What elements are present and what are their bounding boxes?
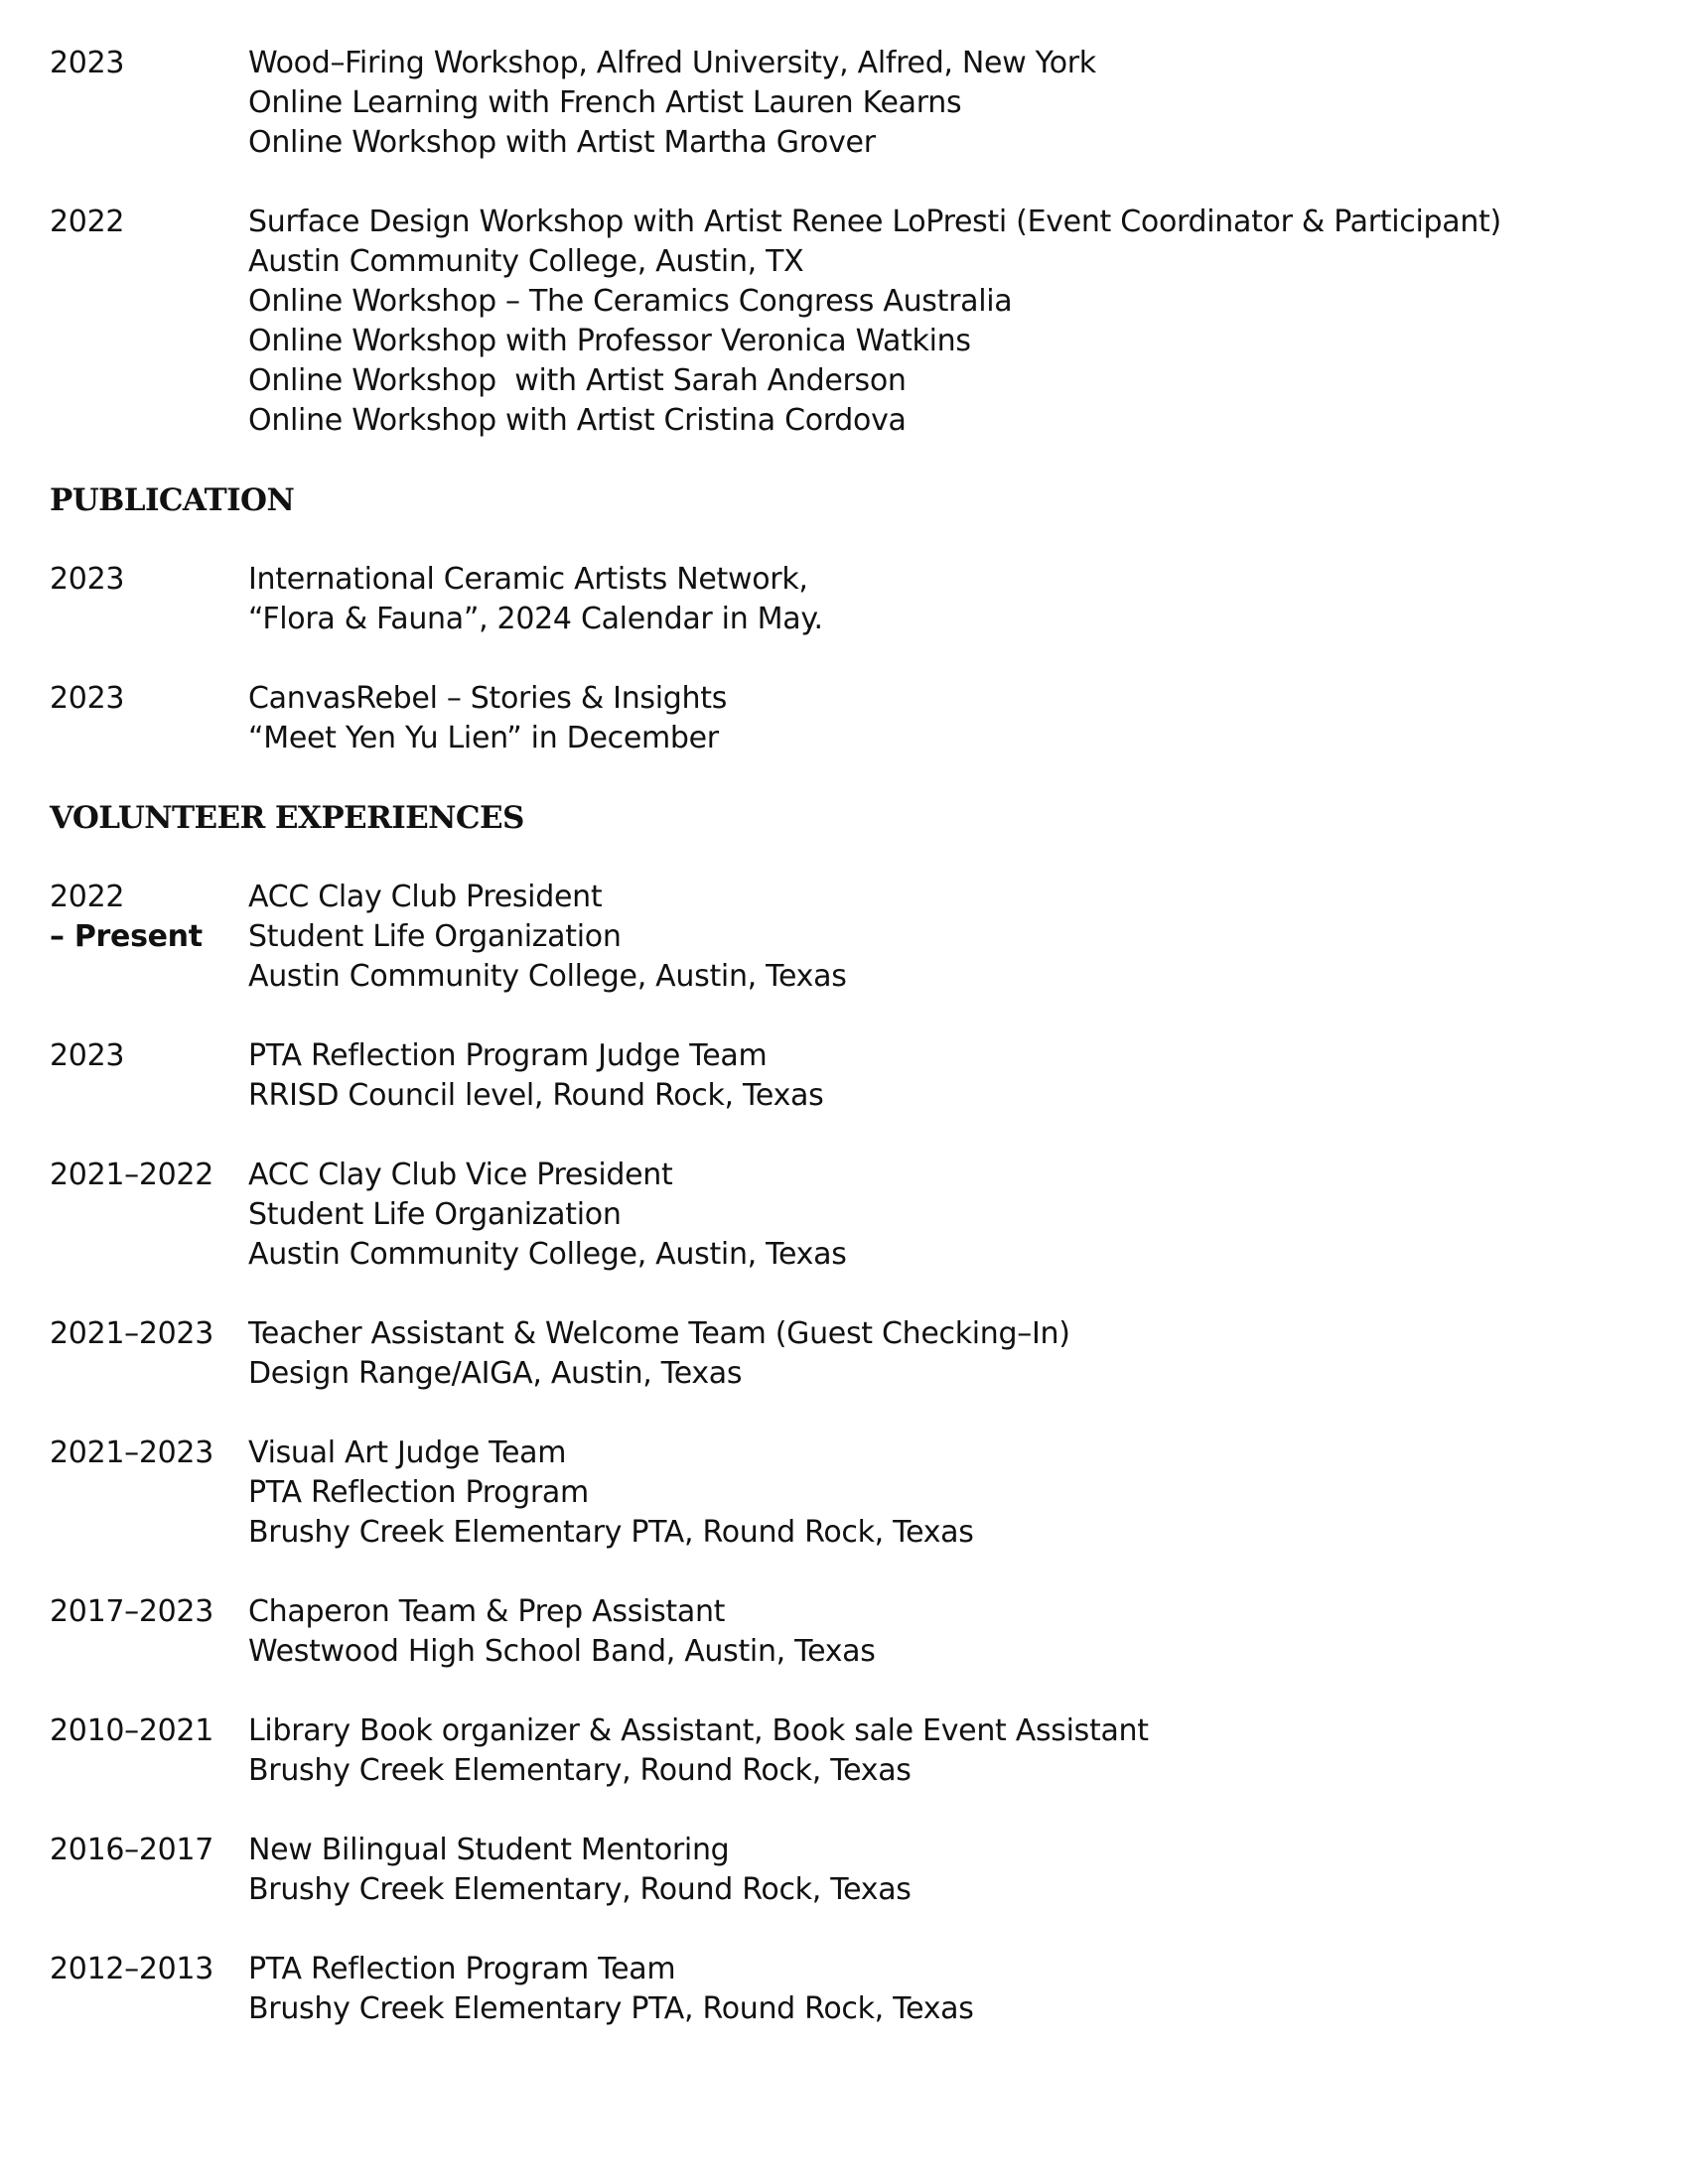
entry-line: Wood–Firing Workshop, Alfred University, Alfred, New York [248,46,1096,80]
section-heading: PUBLICATION [50,482,295,518]
publication-section [50,480,1638,758]
entry-year: 2021–2023 [50,1435,213,1470]
entry-details [248,1156,1638,1275]
workshops-section [50,44,1638,441]
entry-line: Online Workshop with Artist Martha Grover [248,125,876,160]
entry-details [248,1950,1638,2029]
entry-line: Online Workshop with Artist Sarah Anderson [248,363,907,398]
entry-year: 2023 [50,681,125,716]
entry-year: 2016–2017 [50,1833,213,1867]
entry-details [248,1592,1638,1672]
entry-year-present: – Present [50,919,203,954]
volunteer-entry [50,1592,1638,1672]
entry-line: New Bilingual Student Mentoring [248,1833,730,1867]
entry-line: Westwood High School Band, Austin, Texas [248,1634,876,1669]
workshop-entry [50,203,1638,441]
entry-line: Brushy Creek Elementary, Round Rock, Texas [248,1872,912,1907]
entry-details [248,1711,1638,1791]
entry-year: 2021–2023 [50,1316,213,1351]
publication-entry [50,560,1638,639]
entry-details [248,203,1638,441]
publication-entry [50,679,1638,758]
entry-year: 2023 [50,46,125,80]
entry-details [248,44,1638,163]
entry-line: “Flora & Fauna”, 2024 Calendar in May. [248,602,823,636]
entry-details [248,1036,1638,1116]
entry-line: ACC Clay Club Vice President [248,1158,673,1192]
entry-year: 2022 [50,205,125,239]
section-heading: VOLUNTEER EXPERIENCES [50,800,524,836]
entry-line: RRISD Council level, Round Rock, Texas [248,1078,824,1113]
volunteer-entry [50,1831,1638,1910]
entry-line: CanvasRebel – Stories & Insights [248,681,728,716]
entry-line: Online Workshop with Artist Cristina Cordova [248,403,907,438]
entry-line: Austin Community College, Austin, TX [248,244,804,279]
entry-year [50,878,248,997]
entry-line: Online Workshop – The Ceramics Congress Australia [248,284,1013,319]
volunteer-entry [50,1156,1638,1275]
workshop-entry [50,44,1638,163]
volunteer-section [50,798,1638,2029]
entry-line: “Meet Yen Yu Lien” in December [248,721,719,755]
entry-details [248,1314,1638,1394]
entry-details [248,560,1638,639]
volunteer-entry [50,1036,1638,1116]
entry-line: Surface Design Workshop with Artist Renee LoPresti (Event Coordinator & Participant) [248,205,1501,239]
volunteer-entry [50,1950,1638,2029]
entry-line: Student Life Organization [248,1197,622,1232]
entry-line: Austin Community College, Austin, Texas [248,959,847,994]
entry-line: Student Life Organization [248,919,622,954]
entry-line: Chaperon Team & Prep Assistant [248,1594,726,1629]
entry-line: Teacher Assistant & Welcome Team (Guest Checking–In) [248,1316,1070,1351]
entry-year: 2010–2021 [50,1713,213,1748]
entry-line: Brushy Creek Elementary, Round Rock, Texas [248,1753,912,1788]
entry-year: 2012–2013 [50,1952,213,1986]
entry-line: Online Workshop with Professor Veronica Watkins [248,324,971,358]
volunteer-entry [50,878,1638,997]
volunteer-entry [50,1711,1638,1791]
entry-year: 2021–2022 [50,1158,213,1192]
entry-line: Brushy Creek Elementary PTA, Round Rock, Texas [248,1991,974,2026]
entry-line: Visual Art Judge Team [248,1435,567,1470]
entry-year: 2023 [50,1038,125,1073]
entry-year: 2023 [50,562,125,597]
entry-line: International Ceramic Artists Network, [248,562,808,597]
entry-line: Austin Community College, Austin, Texas [248,1237,847,1272]
entry-details [248,878,1638,997]
entry-line: ACC Clay Club President [248,880,603,914]
entry-line: Brushy Creek Elementary PTA, Round Rock, Texas [248,1515,974,1550]
entry-line: PTA Reflection Program Team [248,1952,676,1986]
entry-details [248,679,1638,758]
volunteer-entry [50,1433,1638,1553]
cv-page [50,44,1638,2069]
entry-details [248,1433,1638,1553]
entry-line: PTA Reflection Program [248,1475,589,1510]
entry-line: PTA Reflection Program Judge Team [248,1038,768,1073]
entry-details [248,1831,1638,1910]
entry-year-start: 2022 [50,880,125,914]
entry-year: 2017–2023 [50,1594,213,1629]
entry-line: Library Book organizer & Assistant, Book sale Event Assistant [248,1713,1149,1748]
volunteer-entry [50,1314,1638,1394]
entry-line: Design Range/AIGA, Austin, Texas [248,1356,743,1391]
entry-line: Online Learning with French Artist Lauren Kearns [248,85,962,120]
